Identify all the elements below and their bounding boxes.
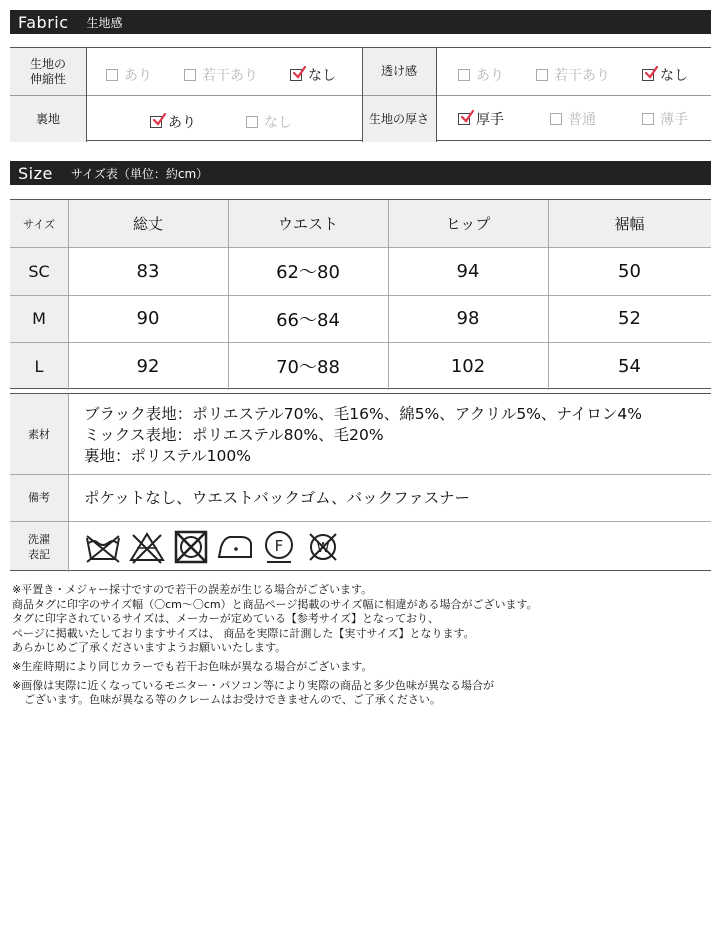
checkbox-unchecked — [642, 113, 654, 125]
checkbox-checked — [642, 69, 654, 81]
option-medium — [550, 109, 596, 129]
material-label: 素材 — [28, 427, 50, 441]
checkbox-checked — [150, 116, 162, 128]
thickness-label: 生地の厚さ — [368, 111, 429, 126]
check-mark-icon — [152, 113, 166, 127]
fabric-title-en: Fabric — [18, 12, 69, 32]
stretch-label: 生地の 伸縮性 — [29, 56, 66, 86]
size-cell: 62〜80 — [276, 262, 340, 283]
svg-text:W: W — [316, 541, 330, 556]
dry-clean-f-icon — [260, 529, 298, 565]
material-line: 裏地：ポリステル100% — [84, 447, 251, 465]
fabric-label — [10, 96, 86, 142]
size-cell: 94 — [456, 260, 480, 282]
checkbox-unchecked — [536, 69, 548, 81]
svg-text:F: F — [274, 537, 284, 555]
notes — [12, 583, 538, 708]
option-thick — [458, 109, 504, 129]
option-label: なし — [308, 68, 336, 84]
option-label: 若干あり — [202, 68, 258, 84]
col-line — [68, 394, 69, 572]
note-line: ございます。色味が異なる等のクレームはお受けできませんので、ご了承ください。 — [24, 693, 441, 707]
care-label-text: 洗濯 表記 — [28, 532, 50, 561]
size-title-jp: サイズ表（単位：約cm） — [70, 166, 209, 181]
divider — [86, 48, 87, 142]
check-mark-icon — [460, 110, 474, 124]
size-cell: 102 — [450, 355, 486, 377]
size-header-cell: ウエスト — [277, 215, 338, 233]
material-line: ブラック表地：ポリエステル70%、毛16%、綿5%、アクリル5%、ナイロン4% — [84, 405, 642, 423]
lining-label: 裏地 — [35, 111, 60, 126]
checkbox-unchecked — [106, 69, 118, 81]
fabric-table — [10, 47, 711, 141]
size-header — [10, 161, 711, 185]
size-table — [10, 199, 711, 389]
option-lining-no — [246, 112, 292, 132]
size-cell: 54 — [618, 355, 641, 377]
sheer-label: 透け感 — [380, 64, 417, 78]
checkbox-unchecked — [246, 116, 258, 128]
option-stretch-none — [290, 65, 336, 85]
size-cell: 50 — [618, 260, 641, 282]
fabric-row — [10, 48, 711, 95]
note-line: 商品タグに印字のサイズ幅（〇cm〜〇cm）と商品ページ掲載のサイズ幅に相違がある場合がございます。 — [12, 597, 538, 611]
checkbox-unchecked — [550, 113, 562, 125]
option-label: なし — [264, 115, 292, 131]
size-header-cell: 総丈 — [132, 215, 163, 233]
fabric-header — [10, 10, 711, 34]
care-label — [10, 521, 68, 572]
fabric-row — [10, 95, 711, 142]
checkbox-checked — [290, 69, 302, 81]
option-sheer-some — [536, 65, 610, 85]
option-label: 普通 — [568, 112, 596, 128]
note-line: あらかじめご了承くださいますようお願いいたします。 — [12, 641, 287, 655]
no-tumble-dry-icon — [172, 529, 210, 565]
option-sheer-yes — [458, 65, 504, 85]
note-line: ※画像は実際に近くなっているモニター・パソコン等により実際の商品と多少色味が異なる場合が — [12, 678, 494, 692]
fabric-label — [362, 96, 436, 142]
size-cell: 52 — [618, 308, 641, 329]
row-line — [10, 521, 711, 522]
size-header-cell: 裾幅 — [614, 215, 645, 233]
checkbox-checked — [458, 113, 470, 125]
no-bleach-icon — [128, 529, 166, 565]
fabric-label — [10, 48, 86, 95]
material-line: ミックス表地：ポリエステル80%、毛20% — [84, 426, 384, 444]
option-label: なし — [660, 68, 688, 84]
checkbox-unchecked — [458, 69, 470, 81]
divider — [436, 48, 437, 142]
care-icons — [84, 529, 342, 565]
note-line: ページに掲載いたしておりますサイズは、 商品を実際に計測した【実寸サイズ】となります。 — [12, 626, 475, 640]
option-label: 薄手 — [660, 112, 688, 128]
size-row-label: SC — [28, 261, 50, 281]
size-cell: 90 — [136, 308, 160, 329]
option-thin — [642, 109, 688, 129]
fabric-label — [362, 48, 436, 95]
size-header-cell: サイズ — [22, 217, 56, 231]
size-cell: 70〜88 — [276, 357, 340, 378]
divider — [362, 48, 363, 142]
note-line: タグに印字されているサイズは、メーカーが定めている【参考サイズ】となっており、 — [12, 612, 440, 626]
option-label: あり — [168, 115, 196, 131]
option-lining-yes — [150, 112, 196, 132]
fabric-title-jp: 生地感 — [86, 15, 123, 30]
size-cell: 83 — [136, 260, 160, 282]
note-line: ※平置き・メジャー採寸ですので若干の誤差が生じる場合がございます。 — [12, 583, 373, 596]
option-stretch-some — [184, 65, 258, 85]
no-wash-icon — [84, 529, 122, 565]
no-wet-clean-icon — [304, 529, 342, 565]
size-cell: 66〜84 — [276, 309, 340, 331]
option-stretch-yes — [106, 65, 152, 85]
option-label: あり — [124, 68, 152, 84]
size-cell: 98 — [456, 308, 480, 329]
size-cell: 92 — [136, 355, 160, 377]
row-line — [10, 474, 711, 475]
info-table — [10, 393, 711, 571]
size-header-cell: ヒップ — [445, 215, 491, 233]
option-sheer-none — [642, 65, 688, 85]
size-title-en: Size — [18, 163, 53, 183]
option-label: 若干あり — [554, 68, 610, 84]
remarks-text: ポケットなし、ウエストバックゴム、バックファスナー — [84, 489, 470, 507]
size-row-label: M — [32, 309, 46, 328]
option-label: 厚手 — [476, 112, 504, 128]
remarks-label: 備考 — [28, 491, 50, 504]
check-mark-icon — [292, 66, 306, 80]
check-mark-icon — [644, 66, 658, 80]
note-line: ※生産時期により同じカラーでも若干お色味が異なる場合がございます。 — [12, 659, 373, 673]
checkbox-unchecked — [184, 69, 196, 81]
size-row-label: L — [34, 356, 44, 376]
option-label: あり — [476, 68, 504, 84]
low-iron-icon — [216, 529, 254, 565]
